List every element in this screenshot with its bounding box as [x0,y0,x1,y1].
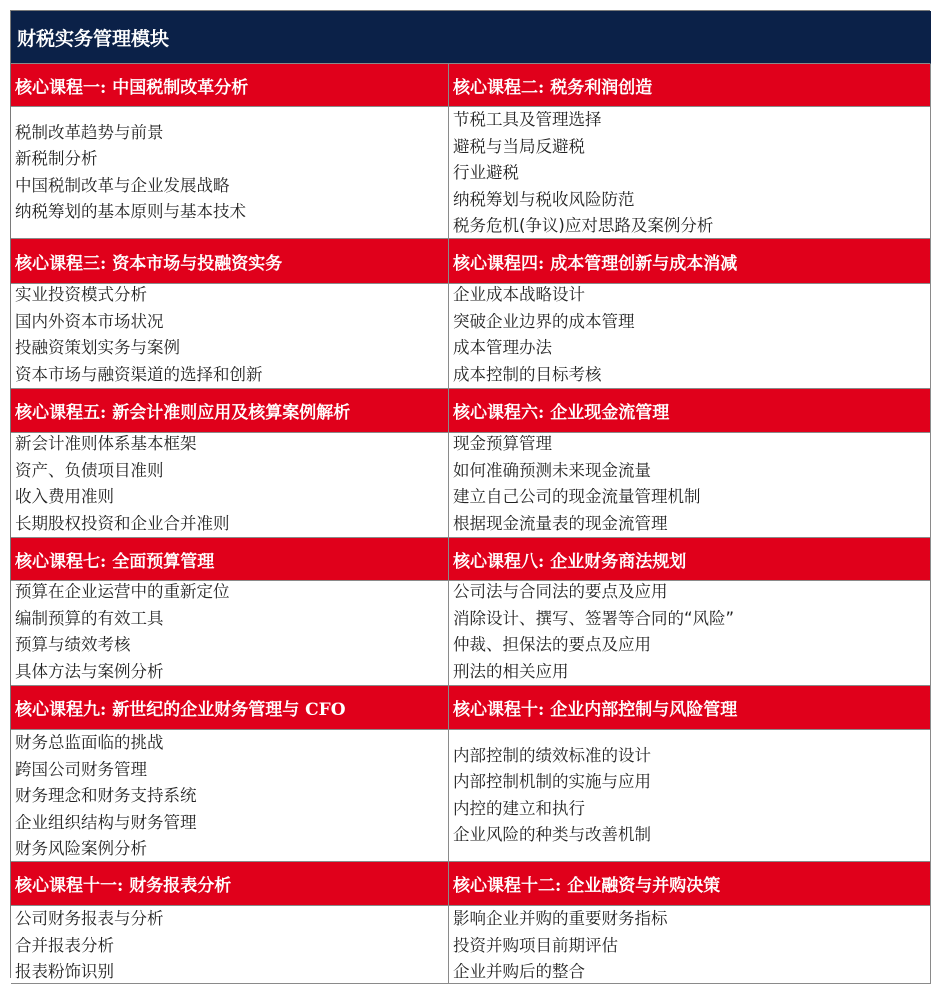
topic-item: 内部控制机制的实施与应用 [453,772,651,791]
topic-item: 企业组织结构与财务管理 [15,812,197,832]
topic-item: 财务总监面临的挑战 [15,733,164,752]
topic-item: 纳税筹划与税收风险防范 [453,189,635,209]
topic-item: 突破企业边界的成本管理 [453,311,635,331]
course-header-5: 核心课程五: 新会计准则应用及核算案例解析 [11,389,449,433]
topic-item: 具体方法与案例分析 [15,661,164,681]
topic-item: 税务危机(争议)应对思路及案例分析 [453,216,714,235]
topic-item: 财务理念和财务支持系统 [15,786,197,805]
topic-item: 现金预算管理 [453,434,552,453]
course-header-8: 核心课程八: 企业财务商法规划 [449,538,931,581]
topic-item: 资本市场与融资渠道的选择和创新 [15,364,263,384]
course-header-1: 核心课程一: 中国税制改革分析 [11,64,449,107]
topic-item: 税制改革趋势与前景 [15,122,164,142]
course-topics-5 [11,433,449,538]
topic-item: 内控的建立和执行 [453,798,585,818]
topic-item: 成本控制的目标考核 [453,364,602,384]
course-topics-6 [449,433,931,538]
course-topics-8 [449,581,931,686]
course-topics-4 [449,284,931,389]
topic-item: 内部控制的绩效标准的设计 [453,745,651,765]
topic-item: 根据现金流量表的现金流管理 [453,513,668,533]
topic-item: 企业风险的种类与改善机制 [453,825,651,844]
topic-item: 企业成本战略设计 [453,285,585,304]
topic-item: 编制预算的有效工具 [15,608,164,628]
course-header-10: 核心课程十: 企业内部控制与风险管理 [449,686,931,730]
topic-item: 如何准确预测未来现金流量 [453,460,651,480]
topic-item: 企业并购后的整合 [453,962,585,981]
topic-item: 投融资策划实务与案例 [15,338,180,357]
topic-item: 影响企业并购的重要财务指标 [453,909,668,928]
course-table [10,10,930,981]
topic-item: 合并报表分析 [15,935,114,955]
topic-item: 实业投资模式分析 [15,285,147,304]
topic-item: 消除设计、撰写、签署等合同的“风险” [453,608,735,628]
course-header-3: 核心课程三: 资本市场与投融资实务 [11,239,449,284]
topic-item: 新税制分析 [15,149,98,168]
topic-item: 仲裁、担保法的要点及应用 [453,635,651,654]
topic-item: 预算在企业运营中的重新定位 [15,582,230,601]
topic-item: 建立自己公司的现金流量管理机制 [453,487,701,506]
course-header-11: 核心课程十一: 财务报表分析 [11,862,449,906]
course-topics-10 [449,730,931,862]
topic-item: 中国税制改革与企业发展战略 [15,175,230,195]
topic-item: 公司法与合同法的要点及应用 [453,582,668,601]
course-header-6: 核心课程六: 企业现金流管理 [449,389,931,433]
course-header-4: 核心课程四: 成本管理创新与成本消减 [449,239,931,284]
course-topics-7 [11,581,449,686]
course-header-12: 核心课程十二: 企业融资与并购决策 [449,862,931,906]
topic-item: 收入费用准则 [15,487,114,506]
topic-item: 预算与绩效考核 [15,635,131,654]
topic-item: 投资并购项目前期评估 [453,935,618,955]
topic-item: 长期股权投资和企业合并准则 [15,513,230,533]
course-topics-3 [11,284,449,389]
course-header-2: 核心课程二: 税务利润创造 [449,64,931,107]
course-topics-12 [449,906,931,984]
topic-item: 报表粉饰识别 [15,962,114,981]
topic-item: 国内外资本市场状况 [15,311,164,331]
topic-item: 避税与当局反避税 [453,136,585,156]
course-header-7: 核心课程七: 全面预算管理 [11,538,449,581]
topic-item: 刑法的相关应用 [453,661,569,681]
topic-item: 行业避税 [453,163,519,182]
course-topics-9 [11,730,449,862]
topic-item: 资产、负债项目准则 [15,460,164,480]
topic-item: 成本管理办法 [453,338,552,357]
course-header-9: 核心课程九: 新世纪的企业财务管理与 CFO [11,686,449,730]
module-title: 财税实务管理模块 [11,11,931,64]
topic-item: 节税工具及管理选择 [453,110,602,129]
topic-item: 财务风险案例分析 [15,839,147,858]
course-topics-1 [11,107,449,239]
topic-item: 纳税筹划的基本原则与基本技术 [15,202,246,221]
course-topics-11 [11,906,449,984]
course-topics-2 [449,107,931,239]
topic-item: 新会计准则体系基本框架 [15,434,197,453]
topic-item: 公司财务报表与分析 [15,909,164,928]
topic-item: 跨国公司财务管理 [15,759,147,779]
